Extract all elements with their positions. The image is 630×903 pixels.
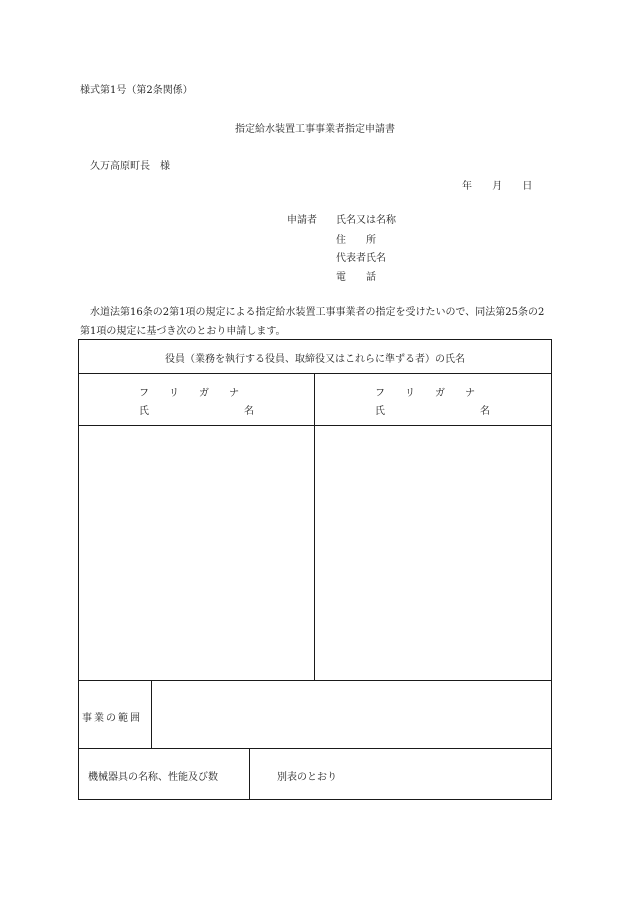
equipment-value: 別表のとおり: [277, 772, 337, 783]
applicant-name-field[interactable]: 氏名又は名称: [336, 215, 396, 226]
document-title: 指定給水装置工事事業者指定申請書: [235, 124, 395, 135]
scope-divider: [151, 680, 152, 749]
furigana-label-right: フ リ ガ ナ: [375, 388, 475, 399]
table-border-right: [551, 339, 552, 800]
rule-after-names: [78, 680, 552, 681]
rule-after-scope: [78, 748, 552, 749]
applicant-address-field[interactable]: 住 所: [336, 235, 376, 246]
table-border-top: [78, 339, 552, 340]
phone-field[interactable]: 電 話: [336, 272, 376, 283]
date-day-label: 日: [522, 181, 533, 192]
rule-after-furigana: [78, 425, 552, 426]
furigana-label-left: フ リ ガ ナ: [139, 388, 239, 399]
rule-after-header: [78, 373, 552, 374]
given-name-label-right: 名: [480, 406, 490, 417]
business-scope-label: 事業の範囲: [82, 713, 142, 724]
application-statement: 水道法第16条の2第1項の規定による指定給水装置工事事業者の指定を受けたいので、同法第25条の2第1項の規定に基づき次のとおり申請します。: [80, 307, 545, 337]
table-border-left: [78, 339, 79, 800]
business-scope-field[interactable]: [153, 682, 550, 747]
addressee: 久万高原町長 様: [90, 161, 170, 172]
given-name-label-left: 名: [244, 406, 254, 417]
date-year-label: 年: [462, 181, 472, 192]
officer-names-right-area[interactable]: [316, 427, 550, 679]
surname-label-left: 氏: [139, 406, 149, 417]
form-number: 様式第1号（第2条関係）: [80, 85, 193, 96]
table-border-bottom: [78, 799, 552, 800]
applicant-label: 申請者: [287, 215, 317, 226]
date-month-label: 月: [492, 181, 503, 192]
officers-header: 役員（業務を執行する役員、取締役又はこれらに準ずる者）の氏名: [165, 354, 465, 365]
officer-names-left-area[interactable]: [80, 427, 313, 679]
representative-name-field[interactable]: 代表者氏名: [336, 253, 386, 264]
surname-label-right: 氏: [375, 406, 385, 417]
column-divider: [314, 373, 315, 681]
equipment-label: 機械器具の名称、性能及び数: [88, 772, 218, 783]
date-line: [462, 177, 532, 192]
equipment-divider: [249, 748, 250, 800]
